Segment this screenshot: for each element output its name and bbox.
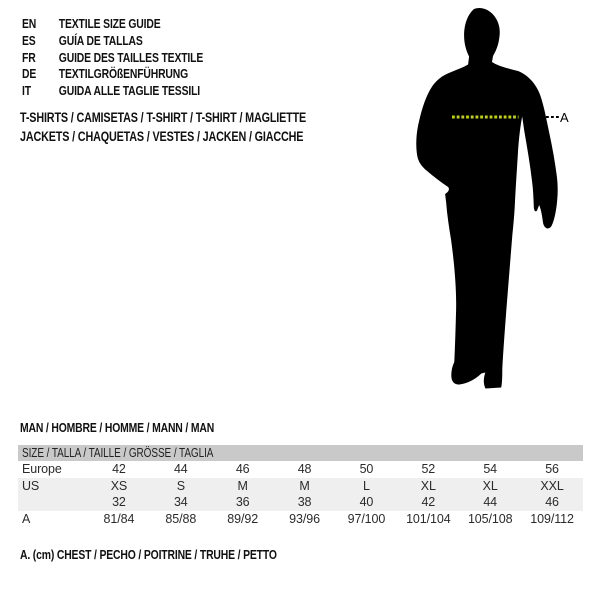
table-cell: 81/84 <box>103 511 135 526</box>
table-cell: 85/88 <box>165 511 197 526</box>
row-label: US <box>22 478 40 493</box>
size-table-header-row <box>18 445 583 461</box>
table-cell: 38 <box>297 495 312 509</box>
table-cell: XXL <box>540 478 564 493</box>
table-row-us <box>18 478 583 495</box>
table-cell: 54 <box>483 462 498 476</box>
table-cell: XS <box>110 478 128 493</box>
row-label <box>18 494 88 511</box>
section-title: MAN / HOMBRE / HOMME / MANN / MAN <box>20 420 215 435</box>
measurement-marker-label: A <box>560 110 569 125</box>
table-cell: 44 <box>173 462 188 476</box>
product-categories <box>20 109 404 146</box>
table-row-us-numeric <box>18 494 583 511</box>
language-label: GUIDA ALLE TAGLIE TESSILI <box>58 83 201 99</box>
language-row-es <box>22 33 406 50</box>
table-cell: 89/92 <box>227 511 259 526</box>
table-cell: L <box>363 478 370 493</box>
row-label: A <box>22 511 31 526</box>
product-line-tshirts: T-SHIRTS / CAMISETAS / T-SHIRT / T-SHIRT / MAGLIETTE <box>20 110 307 125</box>
man-silhouette-icon <box>390 0 600 400</box>
table-cell: 34 <box>173 495 188 509</box>
table-cell: XL <box>482 478 498 493</box>
language-code: DE <box>22 66 37 82</box>
table-cell: M <box>237 478 248 493</box>
language-label: TEXTILGRÖßENFÜHRUNG <box>58 66 189 82</box>
man-silhouette-shape <box>416 8 557 389</box>
language-code: EN <box>22 16 37 31</box>
table-cell: 42 <box>421 495 436 509</box>
language-label: TEXTILE SIZE GUIDE <box>58 16 161 31</box>
table-row-europe <box>18 461 583 478</box>
language-code: ES <box>22 32 36 48</box>
language-row-de <box>22 66 406 83</box>
table-cell: 97/100 <box>347 511 386 526</box>
table-cell: 44 <box>483 495 498 509</box>
language-row-it <box>22 83 406 100</box>
table-cell: S <box>176 478 185 493</box>
table-cell: 46 <box>545 495 559 509</box>
language-label: GUIDE DES TAILLES TEXTILE <box>58 49 204 65</box>
measurement-footnote: A. (cm) CHEST / PECHO / POITRINE / TRUHE / PETTO <box>20 547 277 562</box>
table-cell: 101/104 <box>406 511 451 526</box>
table-cell: 42 <box>112 462 126 476</box>
row-label: Europe <box>22 462 62 476</box>
table-cell: 105/108 <box>467 511 513 526</box>
size-table <box>18 445 583 527</box>
table-cell: XL <box>420 478 436 493</box>
table-cell: 48 <box>297 462 312 476</box>
table-cell: 32 <box>112 495 126 509</box>
table-row-chest <box>18 511 583 528</box>
language-code: IT <box>22 83 31 99</box>
language-list <box>22 16 406 100</box>
table-cell: 40 <box>359 495 374 509</box>
product-line-jackets: JACKETS / CHAQUETAS / VESTES / JACKEN / GIACCHE <box>20 128 304 144</box>
language-label: GUÍA DE TALLAS <box>58 32 143 48</box>
table-cell: 50 <box>359 462 374 476</box>
table-cell: 56 <box>545 462 559 476</box>
language-row-en <box>22 16 406 33</box>
table-cell: 109/112 <box>530 511 574 526</box>
table-cell: 36 <box>235 495 250 509</box>
size-table-header-label: SIZE / TALLA / TAILLE / GRÖSSE / TAGLIA <box>22 446 214 460</box>
table-cell: 46 <box>235 462 250 476</box>
language-code: FR <box>22 49 36 65</box>
table-cell: M <box>299 478 310 493</box>
table-cell: 93/96 <box>289 511 320 526</box>
table-cell: 52 <box>421 462 436 476</box>
language-row-fr <box>22 50 406 67</box>
